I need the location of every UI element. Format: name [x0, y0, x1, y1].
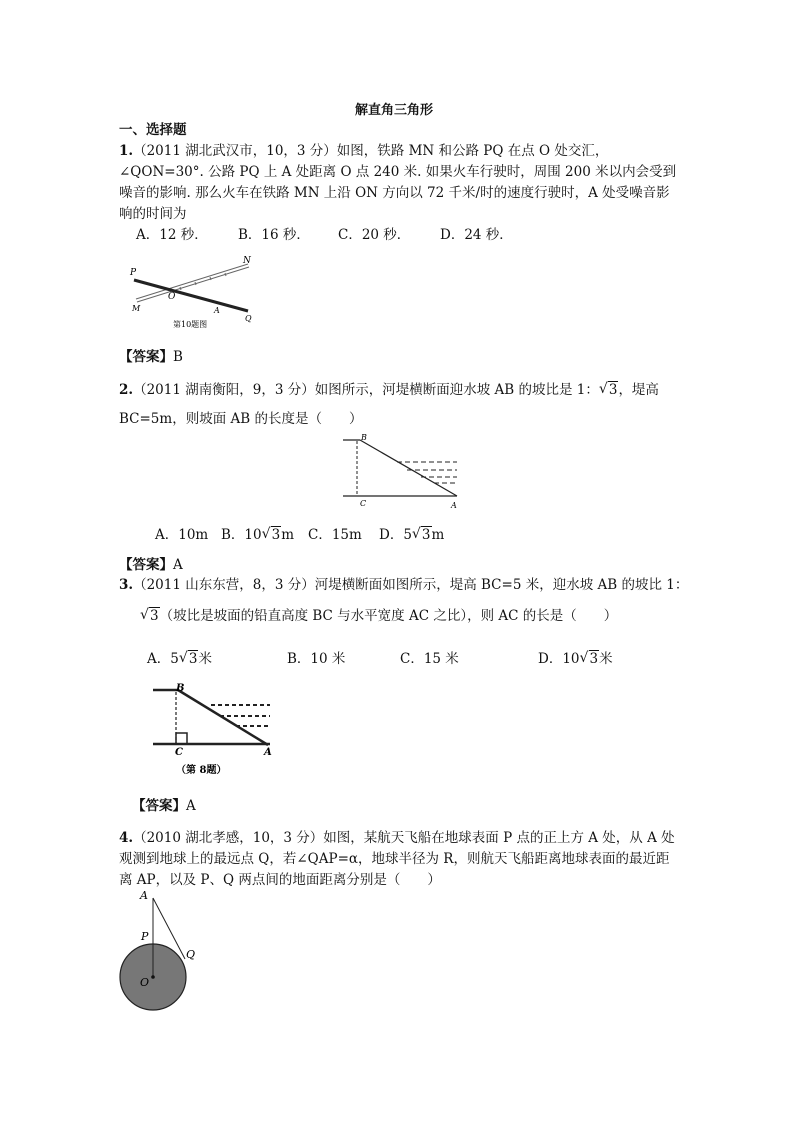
figure-earth-spacecraft: [115, 888, 215, 1016]
label-p: P: [130, 268, 137, 278]
label-a: A: [451, 501, 457, 510]
option-b: B．16 秒．: [238, 227, 310, 243]
label-c: C: [175, 747, 183, 758]
section-heading: 一、选择题: [119, 122, 187, 138]
question-text: ∠QON=30°. 公路 PQ 上 A 处距离 O 点 240 米. 如果火车行驶时，周围 200 米以内会受到: [119, 164, 677, 180]
option-d: D．24 秒．: [440, 227, 513, 243]
label-m: M: [132, 304, 141, 313]
figure-embankment: [340, 430, 465, 515]
figure-embankment-8: [148, 680, 283, 780]
label-q: Q: [186, 948, 196, 961]
question-text: （2010 湖北孝感，10，3 分）如图，某航天飞船在地球表面 P 点的正上方 A 处，从 A 处: [133, 830, 675, 846]
question-text: （坡比是坡面的铅直高度 BC 与水平宽度 AC 之比），则 AC 的长是（ ）: [159, 608, 618, 624]
question-text: BC=5m，则坡面 AB 的长度是（ ）: [119, 411, 363, 427]
answer-value: B: [173, 349, 183, 365]
question-text: （2011 湖南衡阳，9，3 分）如图所示，河堤横断面迎水坡 AB 的坡比是 1：: [133, 382, 599, 398]
sqrt-symbol: √ 3: [412, 525, 432, 545]
question-text: 观测到地球上的最远点 Q，若∠QAP=α，地球半径为 R，则航天飞船距离地球表面的最近距: [119, 851, 670, 867]
option-a: A．5√ 3米: [147, 649, 212, 669]
answer-label: 【答案】: [119, 349, 173, 365]
option-b: B．10 米: [287, 651, 346, 667]
option-d: D．5√ 3m: [379, 525, 444, 545]
label-o: O: [140, 976, 150, 989]
label-a: A: [264, 747, 272, 758]
question-text: 噪音的影响. 那么火车在铁路 MN 上沿 ON 方向以 72 千米/时的速度行驶时，A 处受噪音影: [119, 185, 670, 201]
sqrt-symbol: √ 3: [599, 380, 619, 400]
option-c: C．20 秒．: [338, 227, 411, 243]
page-title: 解直角三角形: [355, 103, 434, 118]
label-c: C: [360, 499, 367, 508]
label-a: A: [214, 306, 220, 315]
label-b: B: [176, 683, 185, 694]
answer-value: A: [186, 798, 196, 814]
answer-label: 【答案】: [119, 557, 173, 573]
answer-value: A: [173, 557, 183, 573]
figure-railway-road: [120, 253, 260, 331]
answer: [132, 796, 196, 816]
question-text: 响的时间为: [119, 206, 187, 222]
label-q: Q: [245, 314, 252, 323]
sqrt-symbol: √ 3: [262, 525, 282, 545]
label-b: B: [361, 433, 367, 442]
question-text: （2011 山东东营，8，3 分）河堤横断面如图所示，堤高 BC=5 米，迎水坡 AB 的坡比 1：: [133, 577, 689, 593]
option-a: A．10m: [155, 527, 209, 543]
figure-caption: 第10题图: [173, 320, 208, 329]
option-b: B．10√ 3m: [221, 525, 294, 545]
sqrt-symbol: √ 3: [140, 606, 160, 626]
question-text: 离 AP，以及 P、Q 两点间的地面距离分别是（ ）: [119, 872, 441, 888]
answer: [119, 555, 183, 575]
label-o: O: [168, 292, 176, 302]
question-text: ，堤高: [618, 382, 659, 398]
figure-caption: （第 8题）: [176, 765, 227, 776]
answer-label: 【答案】: [132, 798, 186, 814]
answer: [119, 347, 183, 367]
sqrt-symbol: √ 3: [580, 649, 600, 669]
label-n: N: [243, 256, 251, 266]
question-text: （2011 湖北武汉市，10，3 分）如图，铁路 MN 和公路 PQ 在点 O 处交汇，: [133, 143, 609, 159]
question-number: 1.: [119, 143, 134, 159]
question-number: 2.: [119, 382, 134, 398]
sqrt-symbol: √ 3: [179, 649, 199, 669]
label-p: P: [141, 930, 149, 943]
question-number: 3.: [119, 577, 134, 593]
option-c: C．15 米: [400, 651, 459, 667]
question-number: 4.: [119, 830, 134, 846]
option-a: A．12 秒．: [136, 227, 208, 243]
option-d: D．10√ 3米: [538, 649, 613, 669]
option-c: C．15m: [308, 527, 362, 543]
label-a: A: [140, 889, 148, 902]
